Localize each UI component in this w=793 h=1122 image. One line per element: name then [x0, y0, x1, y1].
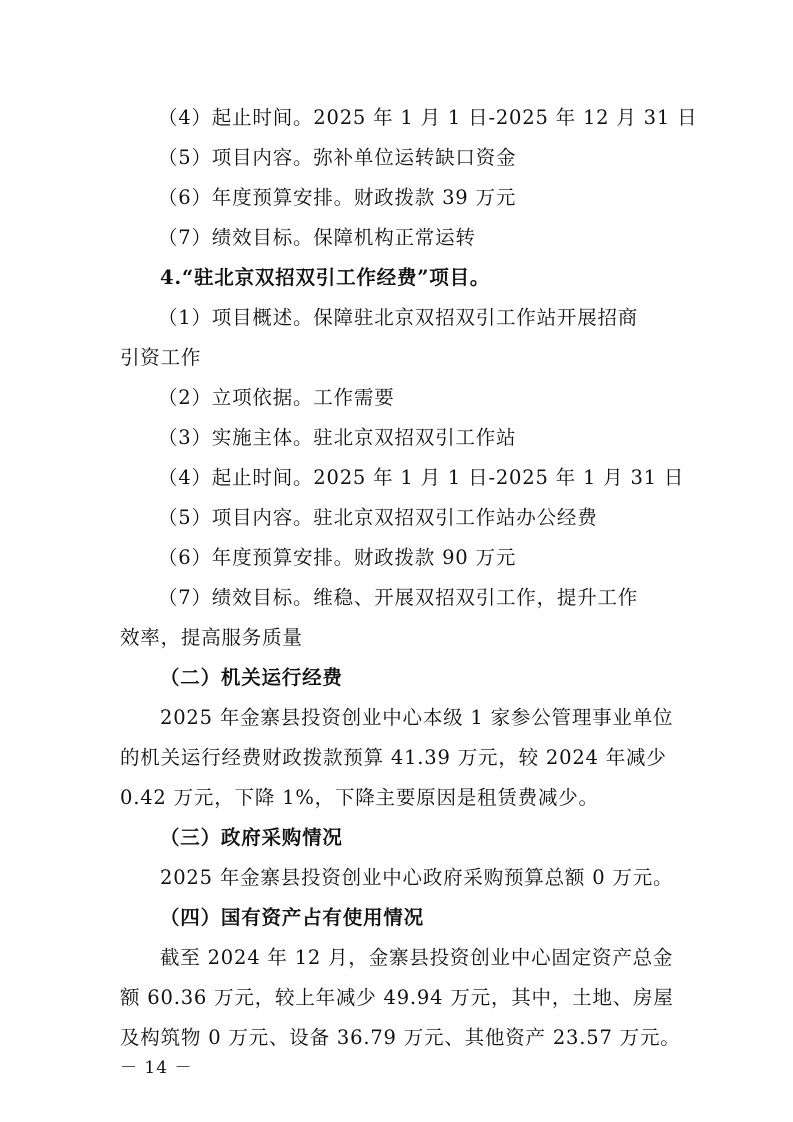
paragraph-start-end-time-2: （4）起止时间。2025 年 1 月 1 日-2025 年 1 月 31 日 [158, 466, 685, 489]
paragraph-basis: （2）立项依据。工作需要 [158, 386, 395, 409]
paragraph-assets-1: 截至 2024 年 12 月，金寨县投资创业中心固定资产总金 [160, 946, 674, 969]
paragraph-operating-costs-2: 的机关运行经费财政拨款预算 41.39 万元，较 2024 年减少 [120, 746, 667, 769]
paragraph-operating-costs-1: 2025 年金寨县投资创业中心本级 1 家参公管理事业单位 [160, 706, 674, 729]
paragraph-performance-goal-2-cont: 效率，提高服务质量 [120, 626, 303, 649]
page-number: － 14 － [120, 1058, 193, 1078]
paragraph-project-overview-cont: 引资工作 [120, 346, 202, 369]
paragraph-project-content-2: （5）项目内容。驻北京双招双引工作站办公经费 [158, 506, 598, 529]
paragraph-assets-3: 及构筑物 0 万元、设备 36.79 万元、其他资产 23.57 万元。 [120, 1026, 681, 1049]
section-heading-state-assets: （四）国有资产占有使用情况 [160, 906, 424, 929]
paragraph-annual-budget-2: （6）年度预算安排。财政拨款 90 万元 [158, 546, 517, 569]
paragraph-performance-goal: （7）绩效目标。保障机构正常运转 [158, 226, 476, 249]
paragraph-start-end-time: （4）起止时间。2025 年 1 月 1 日-2025 年 12 月 31 日 [158, 106, 698, 129]
paragraph-performance-goal-2: （7）绩效目标。维稳、开展双招双引工作，提升工作 [158, 586, 639, 609]
paragraph-annual-budget: （6）年度预算安排。财政拨款 39 万元 [158, 186, 517, 209]
section-heading-procurement: （三）政府采购情况 [160, 826, 343, 849]
paragraph-implementer: （3）实施主体。驻北京双招双引工作站 [158, 426, 517, 449]
paragraph-project-overview: （1）项目概述。保障驻北京双招双引工作站开展招商 [158, 306, 639, 329]
paragraph-operating-costs-3: 0.42 万元，下降 1%，下降主要原因是租赁费减少。 [120, 786, 599, 809]
paragraph-project-content: （5）项目内容。弥补单位运转缺口资金 [158, 146, 517, 169]
item-heading-beijing-project: 4.“驻北京双招双引工作经费”项目。 [160, 266, 491, 289]
paragraph-procurement: 2025 年金寨县投资创业中心政府采购预算总额 0 万元。 [160, 866, 674, 889]
paragraph-assets-2: 额 60.36 万元，较上年减少 49.94 万元，其中，土地、房屋 [120, 986, 674, 1009]
document-page [0, 40, 793, 1122]
section-heading-operating-costs: （二）机关运行经费 [160, 666, 343, 689]
